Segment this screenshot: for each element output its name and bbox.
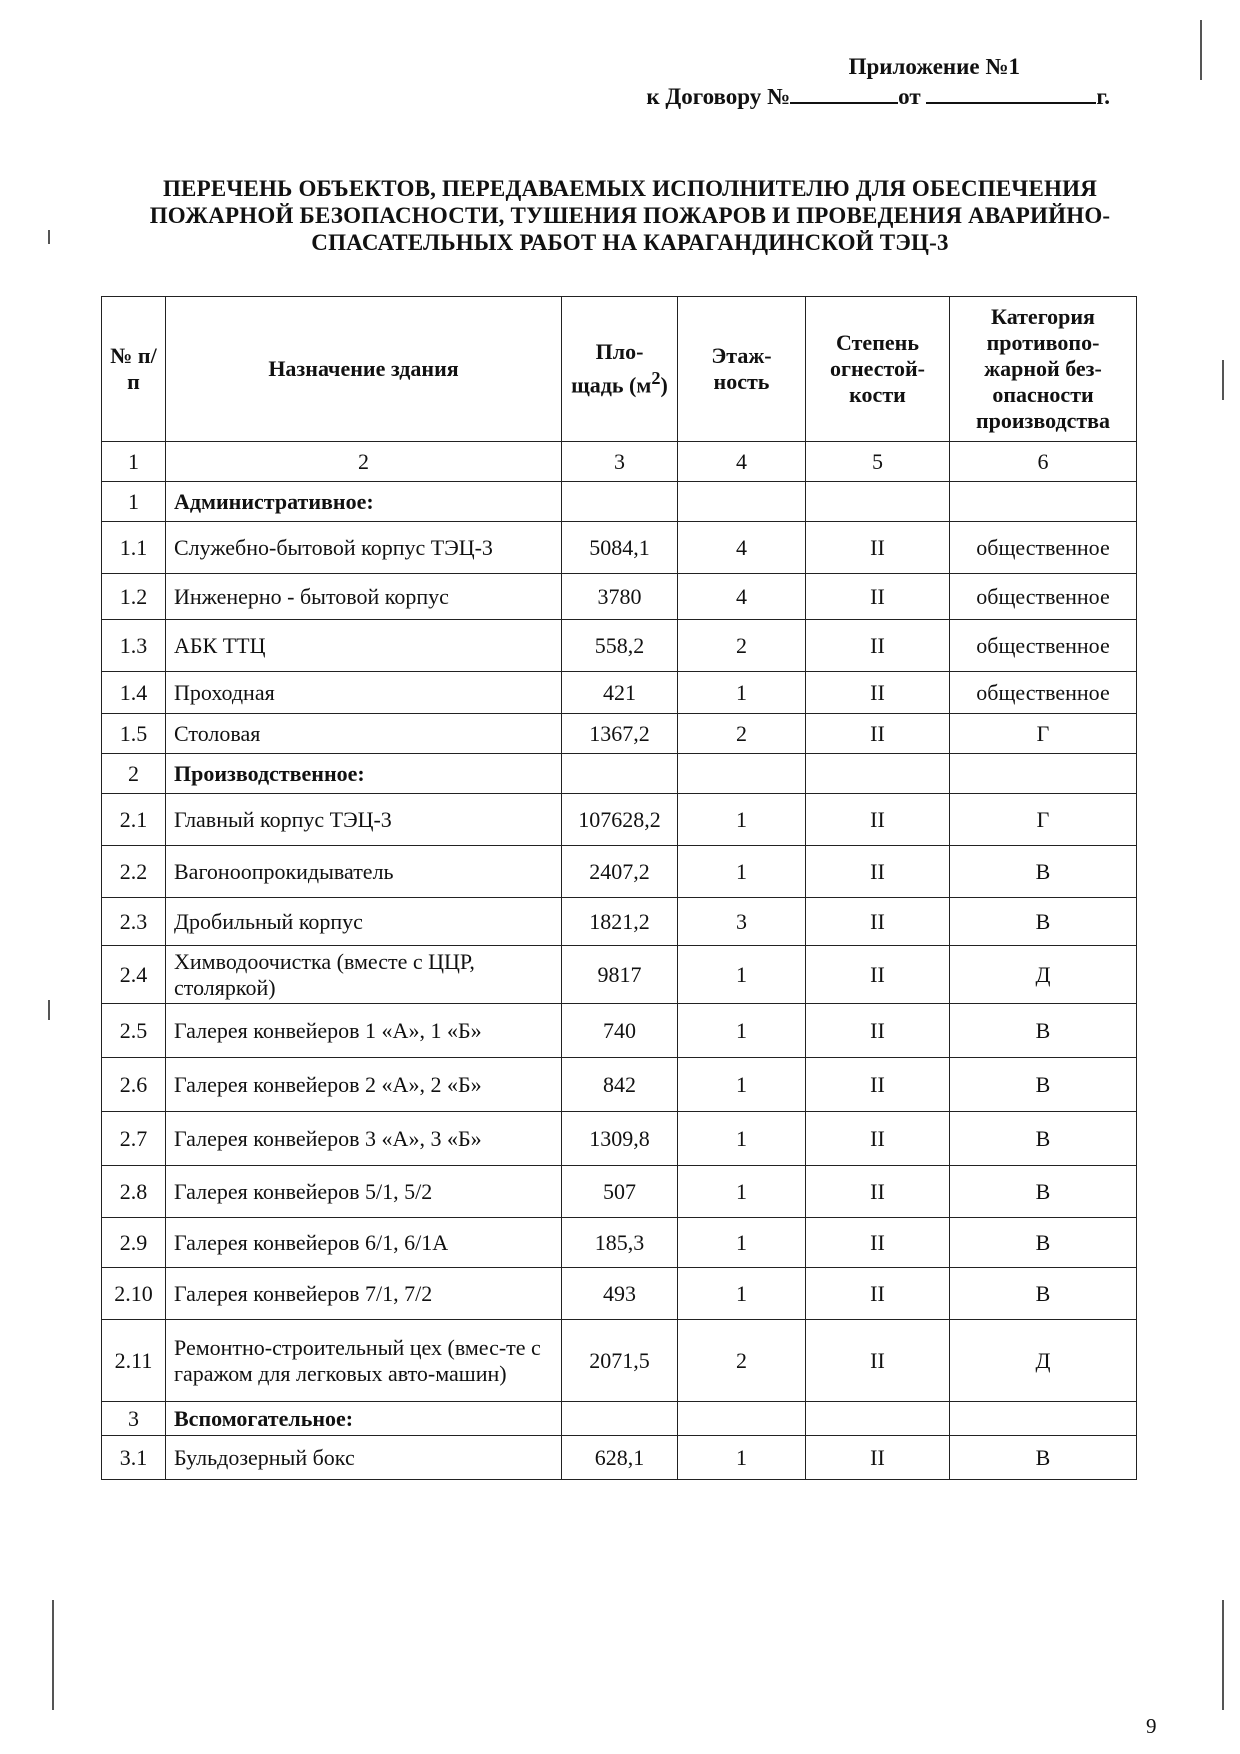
row-name: Галерея конвейеров 6/1, 6/1А <box>166 1218 562 1268</box>
row-area: 507 <box>562 1166 678 1218</box>
row-category <box>950 482 1137 522</box>
row-floors: 1 <box>678 794 806 846</box>
title-line: ПЕРЕЧЕНЬ ОБЪЕКТОВ, ПЕРЕДАВАЕМЫХ ИСПОЛНИТЕЛЮ ДЛЯ ОБЕСПЕЧЕНИЯ <box>162 176 1098 201</box>
column-number-row <box>102 442 1137 482</box>
row-area: 185,3 <box>562 1218 678 1268</box>
row-number: 1.3 <box>102 620 166 672</box>
row-number: 2.10 <box>102 1268 166 1320</box>
row-area: 493 <box>562 1268 678 1320</box>
row-category: В <box>950 1004 1137 1058</box>
row-fire-resistance: II <box>806 1268 950 1320</box>
table-row <box>102 672 1137 714</box>
row-category: В <box>950 1436 1137 1480</box>
row-category <box>950 1402 1137 1436</box>
row-name: Галерея конвейеров 3 «А», 3 «Б» <box>166 1112 562 1166</box>
row-fire-resistance: II <box>806 522 950 574</box>
table-row <box>102 1218 1137 1268</box>
row-fire-resistance: II <box>806 574 950 620</box>
row-category: общественное <box>950 522 1137 574</box>
col-number: 5 <box>806 442 950 482</box>
row-fire-resistance <box>806 1402 950 1436</box>
row-floors: 1 <box>678 1218 806 1268</box>
row-area: 5084,1 <box>562 522 678 574</box>
row-floors: 1 <box>678 1268 806 1320</box>
row-fire-resistance: II <box>806 1058 950 1112</box>
table-header-row <box>102 297 1137 442</box>
row-category: В <box>950 1166 1137 1218</box>
row-floors: 1 <box>678 1004 806 1058</box>
scan-mark <box>48 1000 50 1020</box>
row-area: 9817 <box>562 946 678 1004</box>
row-category: Д <box>950 946 1137 1004</box>
row-name: АБК ТТЦ <box>166 620 562 672</box>
header-floors: Этаж-ность <box>678 297 806 442</box>
row-floors <box>678 1402 806 1436</box>
row-area: 1309,8 <box>562 1112 678 1166</box>
row-fire-resistance: II <box>806 620 950 672</box>
row-fire-resistance: II <box>806 1218 950 1268</box>
row-floors: 1 <box>678 1058 806 1112</box>
row-category: Г <box>950 714 1137 754</box>
contract-from: от <box>898 84 921 109</box>
row-fire-resistance: II <box>806 846 950 898</box>
row-number: 3 <box>102 1402 166 1436</box>
row-name: Дробильный корпус <box>166 898 562 946</box>
page-number: 9 <box>1146 1714 1157 1738</box>
row-floors: 1 <box>678 946 806 1004</box>
row-number: 2.4 <box>102 946 166 1004</box>
contract-date-blank <box>926 82 1096 104</box>
row-fire-resistance: II <box>806 1112 950 1166</box>
scan-mark <box>1222 360 1224 400</box>
row-name: Галерея конвейеров 5/1, 5/2 <box>166 1166 562 1218</box>
row-fire-resistance: II <box>806 1004 950 1058</box>
table-row <box>102 1166 1137 1218</box>
row-number: 1.1 <box>102 522 166 574</box>
row-number: 2.8 <box>102 1166 166 1218</box>
table-row <box>102 1268 1137 1320</box>
appendix-label: Приложение №1 <box>848 54 1020 79</box>
table-row <box>102 1058 1137 1112</box>
row-category: В <box>950 846 1137 898</box>
row-area: 1367,2 <box>562 714 678 754</box>
table-row <box>102 846 1137 898</box>
row-category: В <box>950 1058 1137 1112</box>
row-name: Служебно-бытовой корпус ТЭЦ-3 <box>166 522 562 574</box>
scan-mark <box>48 230 50 244</box>
row-fire-resistance: II <box>806 672 950 714</box>
row-area: 628,1 <box>562 1436 678 1480</box>
contract-number-blank <box>790 82 898 104</box>
scan-mark <box>1222 1600 1224 1710</box>
row-number: 2.3 <box>102 898 166 946</box>
row-area: 1821,2 <box>562 898 678 946</box>
row-fire-resistance: II <box>806 1166 950 1218</box>
row-name: Галерея конвейеров 2 «А», 2 «Б» <box>166 1058 562 1112</box>
table-row <box>102 714 1137 754</box>
row-area: 421 <box>562 672 678 714</box>
row-area <box>562 754 678 794</box>
scan-mark <box>1200 20 1202 80</box>
row-category: В <box>950 1268 1137 1320</box>
col-number: 6 <box>950 442 1137 482</box>
title-line: СПАСАТЕЛЬНЫХ РАБОТ НА КАРАГАНДИНСКОЙ ТЭЦ-3 <box>311 230 949 255</box>
table-row <box>102 898 1137 946</box>
row-name: Производственное: <box>166 754 562 794</box>
row-category: общественное <box>950 672 1137 714</box>
objects-table <box>101 296 1137 1480</box>
table-row <box>102 1004 1137 1058</box>
row-number: 1 <box>102 482 166 522</box>
row-category: В <box>950 1218 1137 1268</box>
row-fire-resistance: II <box>806 946 950 1004</box>
row-category: Д <box>950 1320 1137 1402</box>
section-row <box>102 1402 1137 1436</box>
row-name: Вспомогательное: <box>166 1402 562 1436</box>
row-number: 3.1 <box>102 1436 166 1480</box>
row-name: Проходная <box>166 672 562 714</box>
table-row <box>102 1436 1137 1480</box>
title-line: ПОЖАРНОЙ БЕЗОПАСНОСТИ, ТУШЕНИЯ ПОЖАРОВ И ПРОВЕДЕНИЯ АВАРИЙНО- <box>149 203 1111 228</box>
contract-prefix: к Договору № <box>646 84 791 109</box>
row-floors: 2 <box>678 1320 806 1402</box>
contract-suffix: г. <box>1096 84 1110 109</box>
row-floors <box>678 482 806 522</box>
row-number: 2.6 <box>102 1058 166 1112</box>
row-area: 2407,2 <box>562 846 678 898</box>
header-category: Категория противопо-жарной без-опасности производства <box>950 297 1137 442</box>
row-fire-resistance <box>806 482 950 522</box>
row-area <box>562 482 678 522</box>
table-row <box>102 1320 1137 1402</box>
row-floors: 1 <box>678 672 806 714</box>
row-name: Галерея конвейеров 7/1, 7/2 <box>166 1268 562 1320</box>
row-floors: 4 <box>678 574 806 620</box>
table-row <box>102 620 1137 672</box>
table-row <box>102 574 1137 620</box>
row-category: В <box>950 898 1137 946</box>
row-name: Главный корпус ТЭЦ-3 <box>166 794 562 846</box>
scan-mark <box>52 1600 54 1710</box>
table-row <box>102 522 1137 574</box>
row-category: В <box>950 1112 1137 1166</box>
row-number: 2.2 <box>102 846 166 898</box>
row-area: 2071,5 <box>562 1320 678 1402</box>
row-category: общественное <box>950 620 1137 672</box>
col-number: 1 <box>102 442 166 482</box>
row-floors: 4 <box>678 522 806 574</box>
row-name: Вагоноопрокидыватель <box>166 846 562 898</box>
row-name: Бульдозерный бокс <box>166 1436 562 1480</box>
contract-reference <box>646 82 1110 111</box>
row-floors <box>678 754 806 794</box>
row-number: 2.1 <box>102 794 166 846</box>
table-body <box>102 442 1137 1480</box>
row-number: 1.5 <box>102 714 166 754</box>
row-floors: 2 <box>678 714 806 754</box>
row-area: 107628,2 <box>562 794 678 846</box>
section-row <box>102 482 1137 522</box>
row-area: 842 <box>562 1058 678 1112</box>
row-fire-resistance: II <box>806 794 950 846</box>
col-number: 4 <box>678 442 806 482</box>
row-floors: 2 <box>678 620 806 672</box>
row-area: 3780 <box>562 574 678 620</box>
row-floors: 1 <box>678 1112 806 1166</box>
table-row <box>102 946 1137 1004</box>
row-name: Столовая <box>166 714 562 754</box>
row-name: Инженерно - бытовой корпус <box>166 574 562 620</box>
row-number: 2.7 <box>102 1112 166 1166</box>
row-number: 2.5 <box>102 1004 166 1058</box>
row-name: Галерея конвейеров 1 «А», 1 «Б» <box>166 1004 562 1058</box>
table-row <box>102 794 1137 846</box>
row-category: общественное <box>950 574 1137 620</box>
row-number: 2.9 <box>102 1218 166 1268</box>
row-fire-resistance <box>806 754 950 794</box>
row-name: Ремонтно-строительный цех (вмес-те с гаражом для легковых авто-машин) <box>166 1320 562 1402</box>
row-floors: 1 <box>678 1166 806 1218</box>
row-number: 2.11 <box>102 1320 166 1402</box>
header-fire-resistance: Степень огнестой-кости <box>806 297 950 442</box>
col-number: 3 <box>562 442 678 482</box>
row-category: Г <box>950 794 1137 846</box>
table-row <box>102 1112 1137 1166</box>
row-name: Химводоочистка (вместе с ЦЦР, столяркой) <box>166 946 562 1004</box>
document-title <box>110 175 1150 256</box>
header-area: Пло-щадь $(м^2)$ <box>562 297 678 442</box>
header-num: № п/п <box>102 297 166 442</box>
row-area: 740 <box>562 1004 678 1058</box>
row-area <box>562 1402 678 1436</box>
row-floors: 1 <box>678 1436 806 1480</box>
section-row <box>102 754 1137 794</box>
row-number: 1.2 <box>102 574 166 620</box>
row-floors: 1 <box>678 846 806 898</box>
row-area: 558,2 <box>562 620 678 672</box>
row-fire-resistance: II <box>806 714 950 754</box>
row-number: 1.4 <box>102 672 166 714</box>
row-floors: 3 <box>678 898 806 946</box>
row-fire-resistance: II <box>806 898 950 946</box>
row-category <box>950 754 1137 794</box>
row-number: 2 <box>102 754 166 794</box>
header-name: Назначение здания <box>166 297 562 442</box>
col-number: 2 <box>166 442 562 482</box>
row-fire-resistance: II <box>806 1320 950 1402</box>
row-fire-resistance: II <box>806 1436 950 1480</box>
row-name: Административное: <box>166 482 562 522</box>
